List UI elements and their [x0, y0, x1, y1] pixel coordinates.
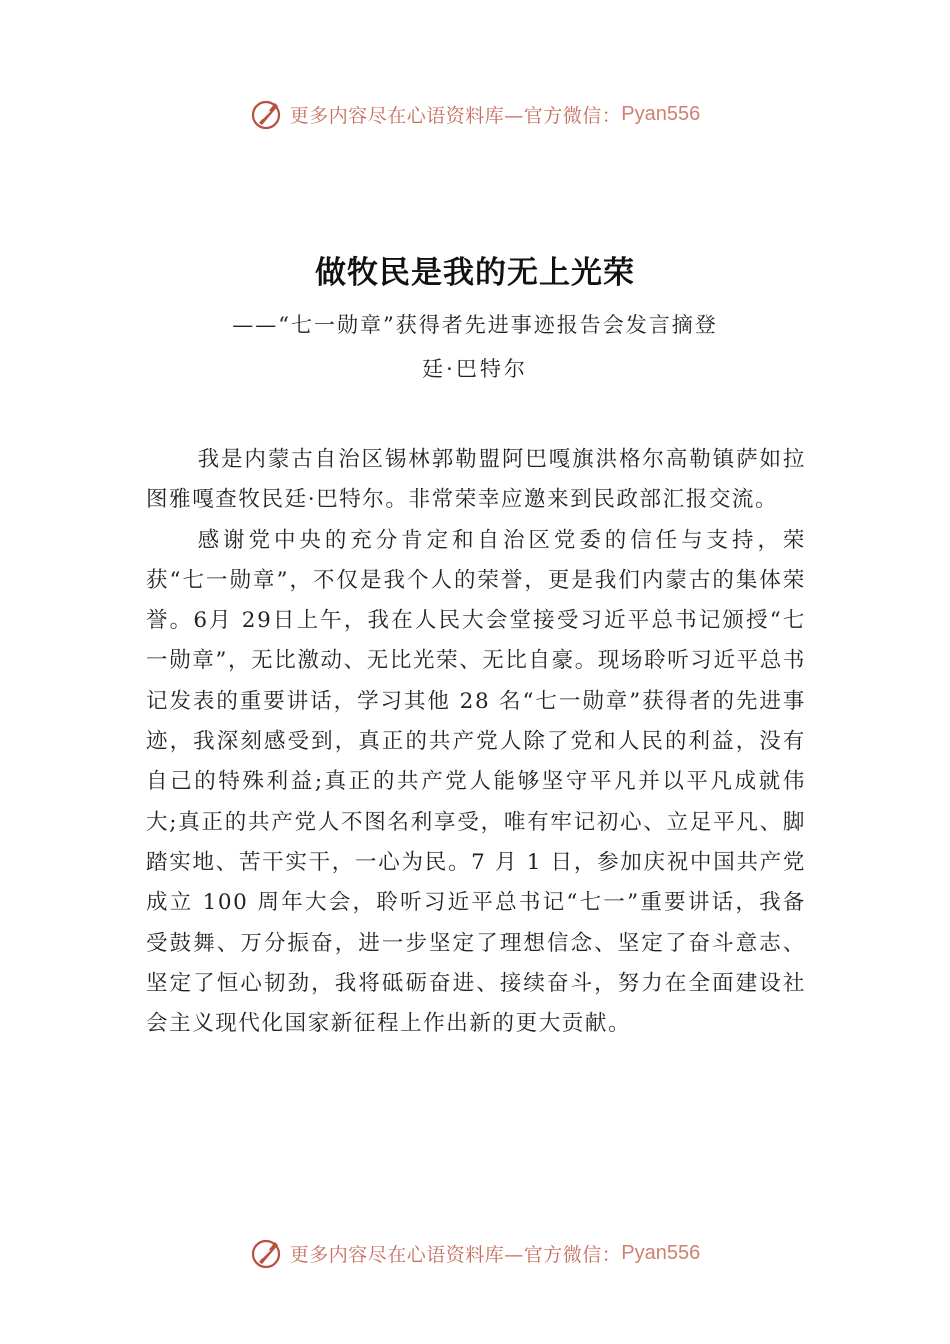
footer-banner	[0, 1233, 950, 1273]
banner-text: 更多内容尽在心语资料库—官方微信：	[289, 104, 622, 127]
banner-wechat-id: Pyan556	[621, 1241, 701, 1264]
article-body	[146, 440, 806, 1044]
quill-logo-icon	[250, 97, 284, 131]
article-title: 做牧民是我的无上光荣	[315, 255, 635, 291]
banner-wechat-id: Pyan556	[621, 102, 701, 125]
paragraph: 感谢党中央的充分肯定和自治区党委的信任与支持，荣获“七一勋章”，不仅是我个人的荣誉，更是我们内蒙古的集体荣誉。6月 29日上午，我在人民大会堂接受习近平总书记颁授“七一勋章”，无比激动、无比光荣、无比自豪。现场聆听习近平总书记发表的重要讲话，学习其他 28 名“七一勋章”获得者的先进事迹，我深刻感受到，真正的共产党人除了党和人民的利益，没有自己的特殊利益;真正的共产党人能够坚守平凡并以平凡成就伟大;真正的共产党人不图名利享受，唯有牢记初心、立足平凡、脚踏实地、苦干实干，一心为民。7 月 1 日，参加庆祝中国共产党成立 100 周年大会，聆听习近平总书记“七一”重要讲话，我备受鼓舞、万分振奋，进一步坚定了理想信念、坚定了奋斗意志、坚定了恒心韧劲，我将砥砺奋进、接续奋斗，努力在全面建设社会主义现代化国家新征程上作出新的更大贡献。	[146, 527, 806, 1037]
header-banner	[0, 94, 950, 134]
paragraph: 我是内蒙古自治区锡林郭勒盟阿巴嘎旗洪格尔高勒镇萨如拉图雅嘎查牧民廷·巴特尔。非常荣幸应邀来到民政部汇报交流。	[146, 447, 806, 513]
article-author: 廷·巴特尔	[422, 357, 528, 381]
banner-text: 更多内容尽在心语资料库—官方微信：	[289, 1243, 622, 1266]
article-subtitle: ——“七一勋章”获得者先进事迹报告会发言摘登	[232, 313, 718, 337]
quill-logo-icon	[250, 1236, 284, 1270]
